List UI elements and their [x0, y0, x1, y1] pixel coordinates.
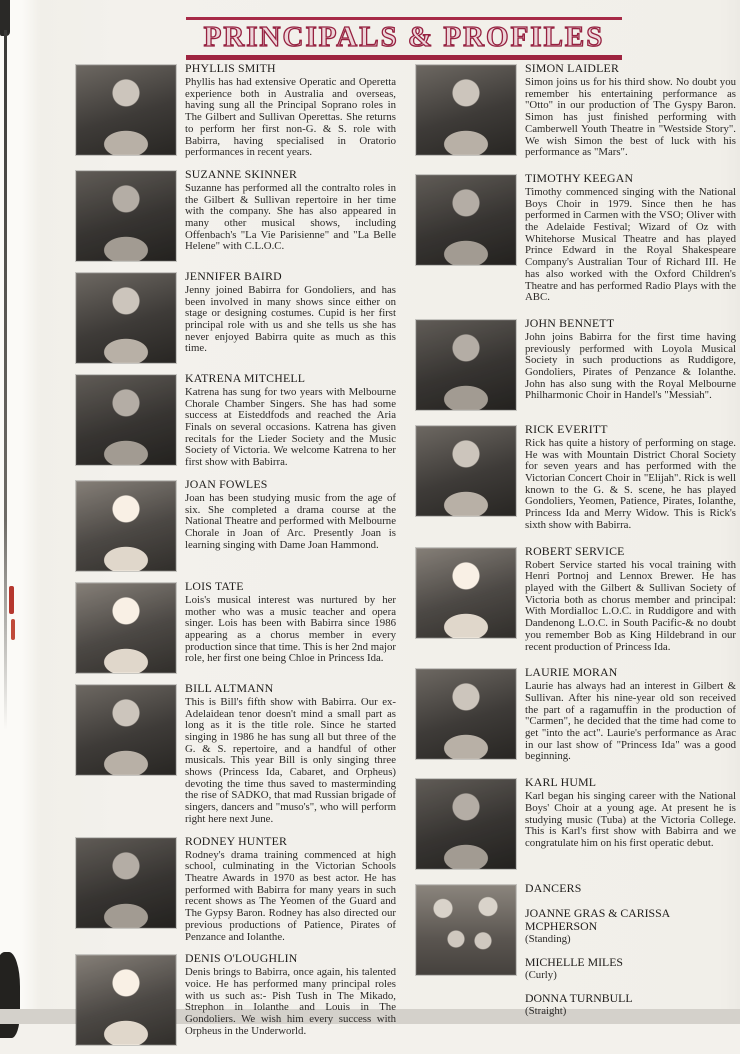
profile-timothy-keegan [416, 172, 736, 304]
profile-john-bennett [416, 317, 736, 410]
photo-laurie-moran [416, 669, 516, 759]
profile-lois-tate [76, 580, 396, 673]
profile-name: TIMOTHY KEEGAN [525, 170, 634, 185]
profile-bio: Joan has been studying music from the age of six. She completed a drama course at the National Theatre and performed with Melbourne Chorale in Joan of Arc. Presently Joan is learning singing with Dame Joan Hammond. [185, 491, 396, 551]
profile-name: JOAN FOWLES [185, 476, 268, 491]
dancer-entry [525, 992, 736, 1017]
dancers-heading: DANCERS [525, 881, 582, 896]
profile-bio: Rodney's drama training commenced at high school, culminating in the Victorian Schools Theatre Awards in 1970 as best actor. He has performed with Babirra for many years in such recent shows as The Yeomen of the Guard and The Gypsy Baron. Rodney has also directed our previous productions of Patience, Pirates of Penzance and Iolanthe. [185, 848, 396, 943]
scan-red-mark [9, 586, 14, 614]
profile-bio: Timothy commenced singing with the National Boys Choir in 1979. Since then he has performed in Carmen with the VSO; Oliver with the Adelaide Festival; Wizard of Oz with Whitehorse Musical Theatre and has played Prince Edward in the Royal Shakespeare Company's Australian Tour of Richard III. He has also worked with the Oxford Children's Theatre and has performed Radio Plays with the ABC. [525, 185, 736, 304]
profile-rodney-hunter [76, 835, 396, 944]
profile-bio: Robert Service started his vocal training with Henri Portnoj and Lennox Brewer. He has played with the Gilbert & Sullivan Society of Victoria both as chorus member and principal: With Mordialloc L.O.C. in Ruddigore and with Dandenong L.O.C. in South Pacific-& no doubt you remember Bob as King Hildebrand in our recent production of Princess Ida. [525, 558, 736, 653]
scan-spine-line [4, 30, 7, 730]
profile-name: JENNIFER BAIRD [185, 268, 282, 283]
profile-karl-huml [416, 776, 736, 869]
profile-name: SUZANNE SKINNER [185, 166, 298, 181]
scan-artifact-bottom-left [0, 952, 20, 1038]
profile-katrena-mitchell [76, 372, 396, 469]
profile-name: PHYLLIS SMITH [185, 61, 276, 75]
profile-name: LOIS TATE [185, 578, 244, 593]
photo-denis-oloughlin [76, 955, 176, 1045]
profile-name: ROBERT SERVICE [525, 543, 625, 558]
profile-laurie-moran [416, 666, 736, 763]
photo-phyllis-smith [76, 65, 176, 155]
profile-robert-service [416, 545, 736, 654]
profile-name: SIMON LAIDLER [525, 61, 620, 75]
profile-bio: Suzanne has performed all the contralto roles in the Gilbert & Sullivan repertoire in her time with the company. She has also appeared in many other musical shows, including Offenbach's "La Vie Parisienne" and "La Belle Helene" with C.L.O.C. [185, 181, 396, 253]
profile-bio: Karl began his singing career with the National Boys' Choir at a young age. At present he is studying music (Tuba) at the Victoria College. This is Karl's first show with Babirra and we congratulate him on his first operatic debut. [525, 790, 736, 849]
profile-suzanne-skinner [76, 168, 396, 261]
photo-simon-laidler [416, 65, 516, 155]
profile-bio: Lois's musical interest was nurtured by her mother who was a music teacher and opera singer. Lois has been with Babirra since 1986 appearing as a chorus member in every production since that time. This is her 2nd major role, her first one being Chloe in Princess Ida. [185, 593, 396, 665]
profile-name: DENIS O'LOUGHLIN [185, 951, 298, 966]
profile-name: BILL ALTMANN [185, 680, 274, 695]
photo-robert-service [416, 548, 516, 638]
profile-bill-altmann [76, 682, 396, 826]
profile-name: RODNEY HUNTER [185, 833, 288, 848]
dancer-note: (Curly) [525, 969, 557, 982]
profile-simon-laidler [416, 62, 736, 159]
profile-bio: Denis brings to Babirra, once again, his talented voice. He has performed many principal roles with us such as:- Pish Tush in The Mikado, Strephon in Iolanthe and Louis in The Gondoliers. We wish him every success with Orpheus in the Underworld. [185, 966, 396, 1037]
profile-phyllis-smith [76, 62, 396, 159]
dancer-note: (Standing) [525, 933, 571, 946]
dancer-name: MICHELLE MILES [525, 955, 623, 970]
page-title: PRINCIPALS & PROFILES [203, 21, 605, 53]
profile-bio: Phyllis has had extensive Operatic and Operetta experience both in Australia and overseas, having sung all the Principal Soprano roles in The Gilbert and Sullivan Operettas. She returns to perform her first non-G. & S. role with Babirra, having specialised in Oratorio performances in recent years. [185, 76, 396, 159]
photo-john-bennett [416, 320, 516, 410]
photo-rick-everitt [416, 426, 516, 516]
profile-bio: Jenny joined Babirra for Gondoliers, and has been involved in many shows since either on stage or designing costumes. Cupid is her first principal role with us and she tells us she has never enjoyed Babirra quite as much as this time. [185, 283, 396, 355]
profile-bio: John joins Babirra for the first time having previously performed with Loyola Musical Society in such productions as Ruddigore, Gondoliers, Pirates of Penzance & Iolanthe. John has also sung with the Royal Melbourne Philharmonic Choir in Handel's "Messiah". [525, 330, 736, 402]
photo-lois-tate [76, 583, 176, 673]
profile-name: JOHN BENNETT [525, 315, 615, 330]
profile-name: KATRENA MITCHELL [185, 370, 306, 385]
photo-joan-fowles [76, 481, 176, 571]
profile-name: LAURIE MORAN [525, 665, 618, 680]
dancer-entry [525, 907, 736, 945]
dancer-name: DONNA TURNBULL [525, 991, 633, 1006]
header-rule-top [186, 17, 622, 20]
profile-bio: This is Bill's fifth show with Babirra. Our ex-Adelaidean tenor doesn't mind a small part as long as it is the title role. Since he started singing in 1986 he has sung all but three of the G. & S. repertoire, and a handful of other musicals. This year Bill is only singing three shows (Princess Ida, Cabaret, and Orpheus) devoting the time thus saved to masterminding the rise of SADKO, that mad Russian brigade of singers, dancers and "muso's", who will perform right here next June. [185, 695, 396, 825]
profile-denis-oloughlin [76, 952, 396, 1045]
right-column [416, 62, 736, 1041]
profile-bio: Laurie has always had an interest in Gilbert & Sullivan. After his nine-year old son received the part of a ragamuffin in the production of "Carmen", he decided that the time had come to get "into the act". Laurie's performance as Arac in our last show of "Princess Ida" was a good beginning. [525, 680, 736, 763]
profile-rick-everitt [416, 423, 736, 532]
dancer-name: JOANNE GRAS & CARISSA MCPHERSON [525, 906, 670, 934]
profile-jennifer-baird [76, 270, 396, 363]
profile-name: RICK EVERITT [525, 421, 608, 436]
dancer-note: (Straight) [525, 1005, 567, 1018]
photo-timothy-keegan [416, 175, 516, 265]
profile-bio: Rick has quite a history of performing on stage. He was with Mountain District Choral Society for seven years and has performed with the Victorian Concert Choir in "Elijah". Rick is well known to the G. & S. scene, he has played Gondoliers, Yeomen, Patience, Pirates, Iolanthe, Princess Ida and Merry Widow. This is Rick's sixth show with Babirra. [525, 436, 736, 531]
profile-bio: Katrena has sung for two years with Melbourne Chorale Chamber Singers. She has had some success at Eisteddfods and reached the Aria Finals on several occasions. Katrena has given recitals for the Lieder Society and the Music Society of Victoria. We welcome Katrena to her first show with Babirra. [185, 385, 396, 469]
header-rule-bottom [186, 55, 622, 60]
photo-karl-huml [416, 779, 516, 869]
photo-rodney-hunter [76, 838, 176, 928]
dancer-entry [525, 956, 736, 981]
profile-bio: Simon joins us for his third show. No doubt you remember his entertaining performance as "Otto" in our production of The Gyspy Baron. Simon has just finished performing with Camberwell Youth Theatre in "Westside Story". We wish Simon the best of luck with his performance as "Mars". [525, 76, 736, 159]
dancers-section [416, 882, 736, 1028]
scan-red-mark [11, 619, 15, 640]
profile-joan-fowles [76, 478, 396, 571]
photo-jennifer-baird [76, 273, 176, 363]
photo-suzanne-skinner [76, 171, 176, 261]
profile-name: KARL HUML [525, 775, 597, 790]
photo-dancers-group [416, 885, 516, 975]
left-column [76, 62, 396, 1054]
photo-katrena-mitchell [76, 375, 176, 465]
page-header [186, 17, 622, 60]
photo-bill-altmann [76, 685, 176, 775]
